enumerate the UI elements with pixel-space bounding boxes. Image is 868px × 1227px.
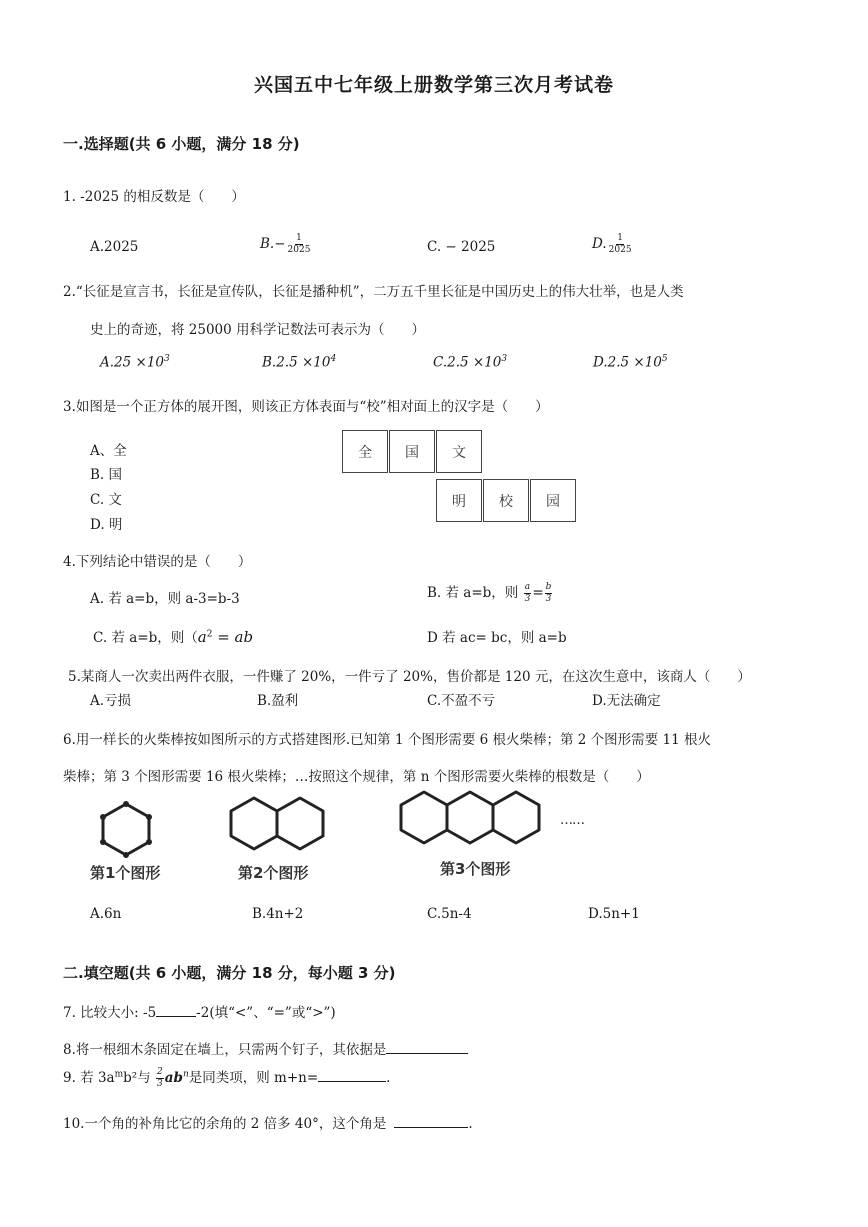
hexagon-figure-3 xyxy=(401,792,539,843)
q9-n: n xyxy=(182,1069,189,1080)
cube-face-bottom-3: 园 xyxy=(530,479,576,522)
q2-option-a xyxy=(100,354,170,371)
q1-option-b-fraction xyxy=(287,233,312,256)
q9-answer-blank[interactable] xyxy=(318,1069,386,1082)
q1-option-a: A.2025 xyxy=(90,239,139,255)
q3-option-c: C. 文 xyxy=(90,492,122,508)
q4-b-frac2-den: 3 xyxy=(545,594,552,604)
q5-option-c: C.不盈不亏 xyxy=(427,693,496,709)
q4-c-prefix: C. 若 a=b，则（ xyxy=(93,630,198,646)
hexagon-figure-2 xyxy=(231,798,323,849)
q1-option-b xyxy=(260,233,312,256)
q9-ab: ab xyxy=(164,1070,183,1086)
page-title: 兴国五中七年级上册数学第三次月考试卷 xyxy=(253,74,614,96)
q7-suffix: -2(填“<”、“=”或“>”) xyxy=(196,1005,336,1021)
q6-stem-line1: 6.用一样长的火柴棒按如图所示的方式搭建图形.已知第 1 个图形需要 6 根火柴棒；第 2 个图形需要 11 根火 xyxy=(63,732,711,748)
cube-face-bottom-2: 校 xyxy=(483,479,529,522)
q2-d-text: D.2.5 ×10 xyxy=(593,354,662,371)
q9-b2: b²与 xyxy=(123,1070,151,1086)
q8-answer-blank[interactable] xyxy=(386,1041,468,1054)
q4-option-d: D 若 ac= bc，则 a=b xyxy=(427,630,567,646)
q4-stem: 4.下列结论中错误的是（ ） xyxy=(63,554,252,570)
q9-frac-den: 3 xyxy=(157,1079,163,1089)
section-heading-fill-blank: 二.填空题(共 6 小题，满分 18 分，每小题 3 分) xyxy=(63,964,396,982)
q1-stem: 1. -2025 的相反数是（ ） xyxy=(63,189,245,205)
q2-b-exp: 4 xyxy=(330,354,337,364)
q4-option-a: A. 若 a=b，则 a-3=b-3 xyxy=(90,591,240,607)
q6-stem-line2: 柴棒；第 3 个图形需要 16 根火柴棒；…按照这个规律，第 n 个图形需要火柴棒的根数是（ ） xyxy=(63,769,650,785)
q1-d-numerator: 1 xyxy=(617,233,623,243)
q2-stem-line1: 2.“长征是宣言书，长征是宣传队，长征是播种机”，二万五千里长征是中国历史上的伟大壮举，也是人类 xyxy=(63,284,684,300)
cube-face-bottom-1: 明 xyxy=(436,479,482,522)
hexagon-figure-1 xyxy=(103,804,149,855)
q2-option-b xyxy=(262,354,336,371)
q7 xyxy=(63,1001,336,1021)
q4-b-frac1-num: a xyxy=(524,582,531,592)
q6-figure-2-caption: 第2个图形 xyxy=(238,864,309,882)
q9 xyxy=(63,1066,390,1090)
q7-prefix: 7. 比较大小: -5 xyxy=(63,1005,157,1021)
q7-answer-blank[interactable] xyxy=(156,1004,196,1017)
q4-option-b xyxy=(427,581,553,605)
q4-b-fraction-a xyxy=(524,582,532,605)
q5-option-b: B.盈利 xyxy=(257,693,299,709)
figure-1-joints xyxy=(100,801,152,858)
q4-b-prefix: B. 若 a=b，则 xyxy=(427,585,519,601)
cube-face-top-3: 文 xyxy=(436,430,482,473)
q1-option-d xyxy=(592,233,634,256)
q3-stem: 3.如图是一个正方体的展开图，则该正方体表面与“校”相对面上的汉字是（ ） xyxy=(63,399,549,415)
q6-option-a: A.6n xyxy=(90,906,122,922)
cube-face-top-1: 全 xyxy=(342,430,388,473)
q9-prefix: 9. 若 3a xyxy=(63,1070,115,1086)
q1-option-d-fraction xyxy=(608,233,633,256)
q10-answer-blank[interactable] xyxy=(394,1115,468,1128)
q6-figure-1-caption: 第1个图形 xyxy=(90,864,161,882)
q5-stem: 5.某商人一次卖出两件衣服，一件赚了 20%，一件亏了 20%，售价都是 120 元，在这次生意中，该商人（ ） xyxy=(68,669,751,685)
q4-b-frac1-den: 3 xyxy=(524,594,531,604)
q3-option-d: D. 明 xyxy=(90,517,123,533)
q1-b-denominator: 2025 xyxy=(287,245,311,255)
q6-option-d: D.5n+1 xyxy=(588,906,640,922)
q4-c-math: a xyxy=(197,628,207,646)
q8-text: 8.将一根细木条固定在墙上，只需两个钉子，其依据是 xyxy=(63,1042,387,1058)
q8 xyxy=(63,1038,468,1058)
q10-text: 10.一个角的补角比它的余角的 2 倍多 40°，这个角是 xyxy=(63,1116,387,1132)
q4-b-equals: = xyxy=(532,585,544,601)
q6-option-c: C.5n-4 xyxy=(427,906,472,922)
q4-b-fraction-b xyxy=(545,582,553,605)
q1-b-numerator: 1 xyxy=(296,233,302,243)
q2-c-text: C.2.5 ×10 xyxy=(433,354,502,371)
q4-c-rest: = ab xyxy=(212,628,254,646)
q9-end: . xyxy=(386,1070,391,1086)
q1-d-denominator: 2025 xyxy=(608,245,632,255)
q6-continuation-dots: …… xyxy=(560,813,584,828)
q1-option-c: C. − 2025 xyxy=(427,239,496,255)
cube-face-top-2: 国 xyxy=(389,430,435,473)
q5-option-a: A.亏损 xyxy=(90,693,132,709)
q2-d-exp: 5 xyxy=(661,354,668,364)
q1-option-b-prefix: B.− xyxy=(260,236,286,252)
q10-end: . xyxy=(468,1116,473,1132)
q1-option-d-prefix: D. xyxy=(592,236,607,252)
q2-option-d xyxy=(593,354,668,371)
q4-option-c xyxy=(93,626,253,646)
q2-c-exp: 3 xyxy=(501,354,508,364)
q3-option-a: A、全 xyxy=(90,443,127,459)
q9-frac-num: 2 xyxy=(157,1067,163,1077)
q2-b-text: B.2.5 ×10 xyxy=(262,354,331,371)
q2-a-exp: 3 xyxy=(164,354,170,364)
q10 xyxy=(63,1112,473,1132)
q6-option-b: B.4n+2 xyxy=(252,906,304,922)
q4-b-frac2-num: b xyxy=(545,582,552,592)
q3-option-b: B. 国 xyxy=(90,467,123,483)
q5-option-d: D.无法确定 xyxy=(592,693,661,709)
q9-m: m xyxy=(114,1069,124,1080)
q2-option-c xyxy=(433,354,507,371)
q2-stem-line2: 史上的奇迹，将 25000 用科学记数法可表示为（ ） xyxy=(90,322,426,338)
q9-suffix: 是同类项，则 m+n= xyxy=(188,1070,319,1086)
q2-a-text: A.25 ×10 xyxy=(100,354,164,371)
q4-c-exp: 2 xyxy=(206,629,213,640)
q6-figure-3-caption: 第3个图形 xyxy=(440,860,511,878)
section-heading-choice: 一.选择题(共 6 小题，满分 18 分) xyxy=(63,135,300,153)
q9-fraction xyxy=(156,1067,164,1090)
